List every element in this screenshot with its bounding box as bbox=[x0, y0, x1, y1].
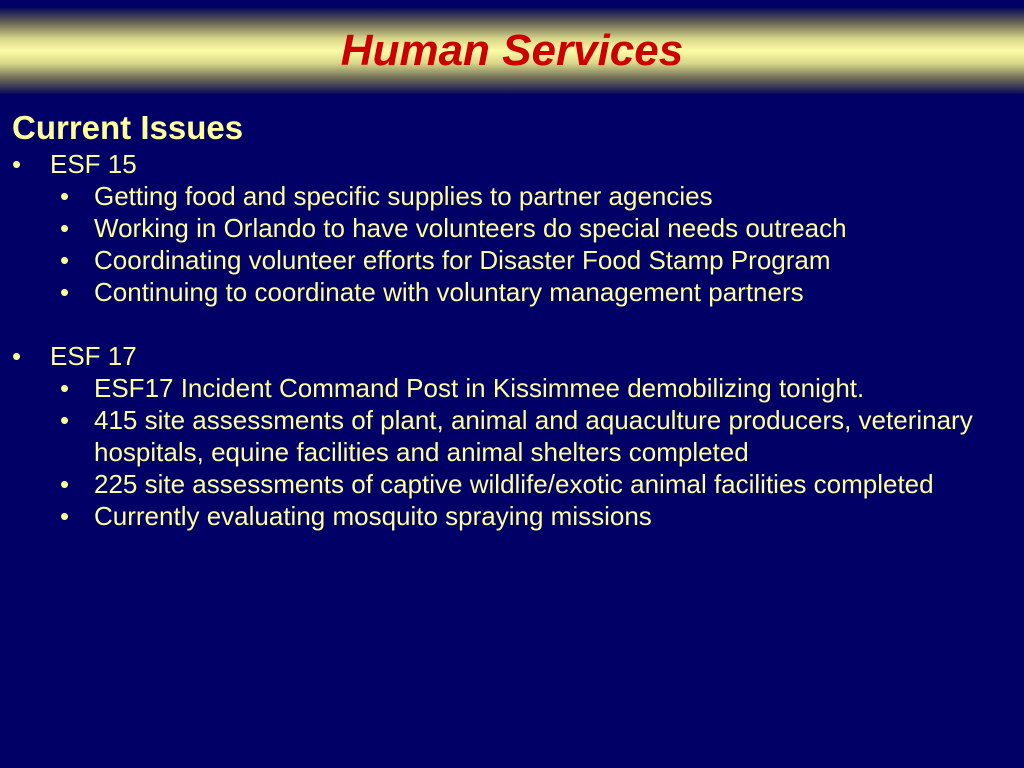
section-heading: Current Issues bbox=[12, 109, 244, 146]
bullet-icon: • bbox=[60, 373, 70, 403]
sub-bullet-list bbox=[12, 180, 1012, 308]
slide-content bbox=[12, 108, 1012, 532]
bullet-icon: • bbox=[60, 181, 70, 211]
list-item bbox=[12, 372, 1012, 404]
group-bullet bbox=[12, 148, 1012, 180]
bullet-icon: • bbox=[60, 405, 70, 435]
sub-bullet-list bbox=[12, 372, 1012, 532]
list-item-text: Currently evaluating mosquito spraying missions bbox=[94, 501, 652, 531]
bullet-icon: • bbox=[60, 277, 70, 307]
bullet-icon: • bbox=[60, 245, 70, 275]
group-bullet bbox=[12, 340, 1012, 372]
group-label: ESF 17 bbox=[50, 341, 137, 371]
list-item-text: Working in Orlando to have volunteers do special needs outreach bbox=[94, 213, 847, 243]
bullet-icon: • bbox=[12, 149, 22, 179]
bullet-icon: • bbox=[12, 341, 22, 371]
esf-group bbox=[12, 148, 1012, 308]
slide-title: Human Services bbox=[340, 26, 684, 75]
list-item bbox=[12, 500, 1012, 532]
list-item-text: 415 site assessments of plant, animal and aquaculture producers, veterinary hospitals, equine facilities and animal shelters completed bbox=[94, 405, 973, 467]
esf-group bbox=[12, 340, 1012, 532]
bullet-icon: • bbox=[60, 213, 70, 243]
list-item-text: Getting food and specific supplies to partner agencies bbox=[94, 181, 713, 211]
group-label: ESF 15 bbox=[50, 149, 137, 179]
list-item-text: Continuing to coordinate with voluntary management partners bbox=[94, 277, 804, 307]
list-item bbox=[12, 244, 1012, 276]
list-item bbox=[12, 212, 1012, 244]
list-item bbox=[12, 180, 1012, 212]
list-item bbox=[12, 276, 1012, 308]
list-item bbox=[12, 468, 1012, 500]
list-item-text: Coordinating volunteer efforts for Disaster Food Stamp Program bbox=[94, 245, 831, 275]
list-item bbox=[12, 404, 1012, 468]
list-item-text: ESF17 Incident Command Post in Kissimmee demobilizing tonight. bbox=[94, 373, 865, 403]
bullet-icon: • bbox=[60, 469, 70, 499]
bullet-icon: • bbox=[60, 501, 70, 531]
list-item-text: 225 site assessments of captive wildlife/exotic animal facilities completed bbox=[94, 469, 934, 499]
